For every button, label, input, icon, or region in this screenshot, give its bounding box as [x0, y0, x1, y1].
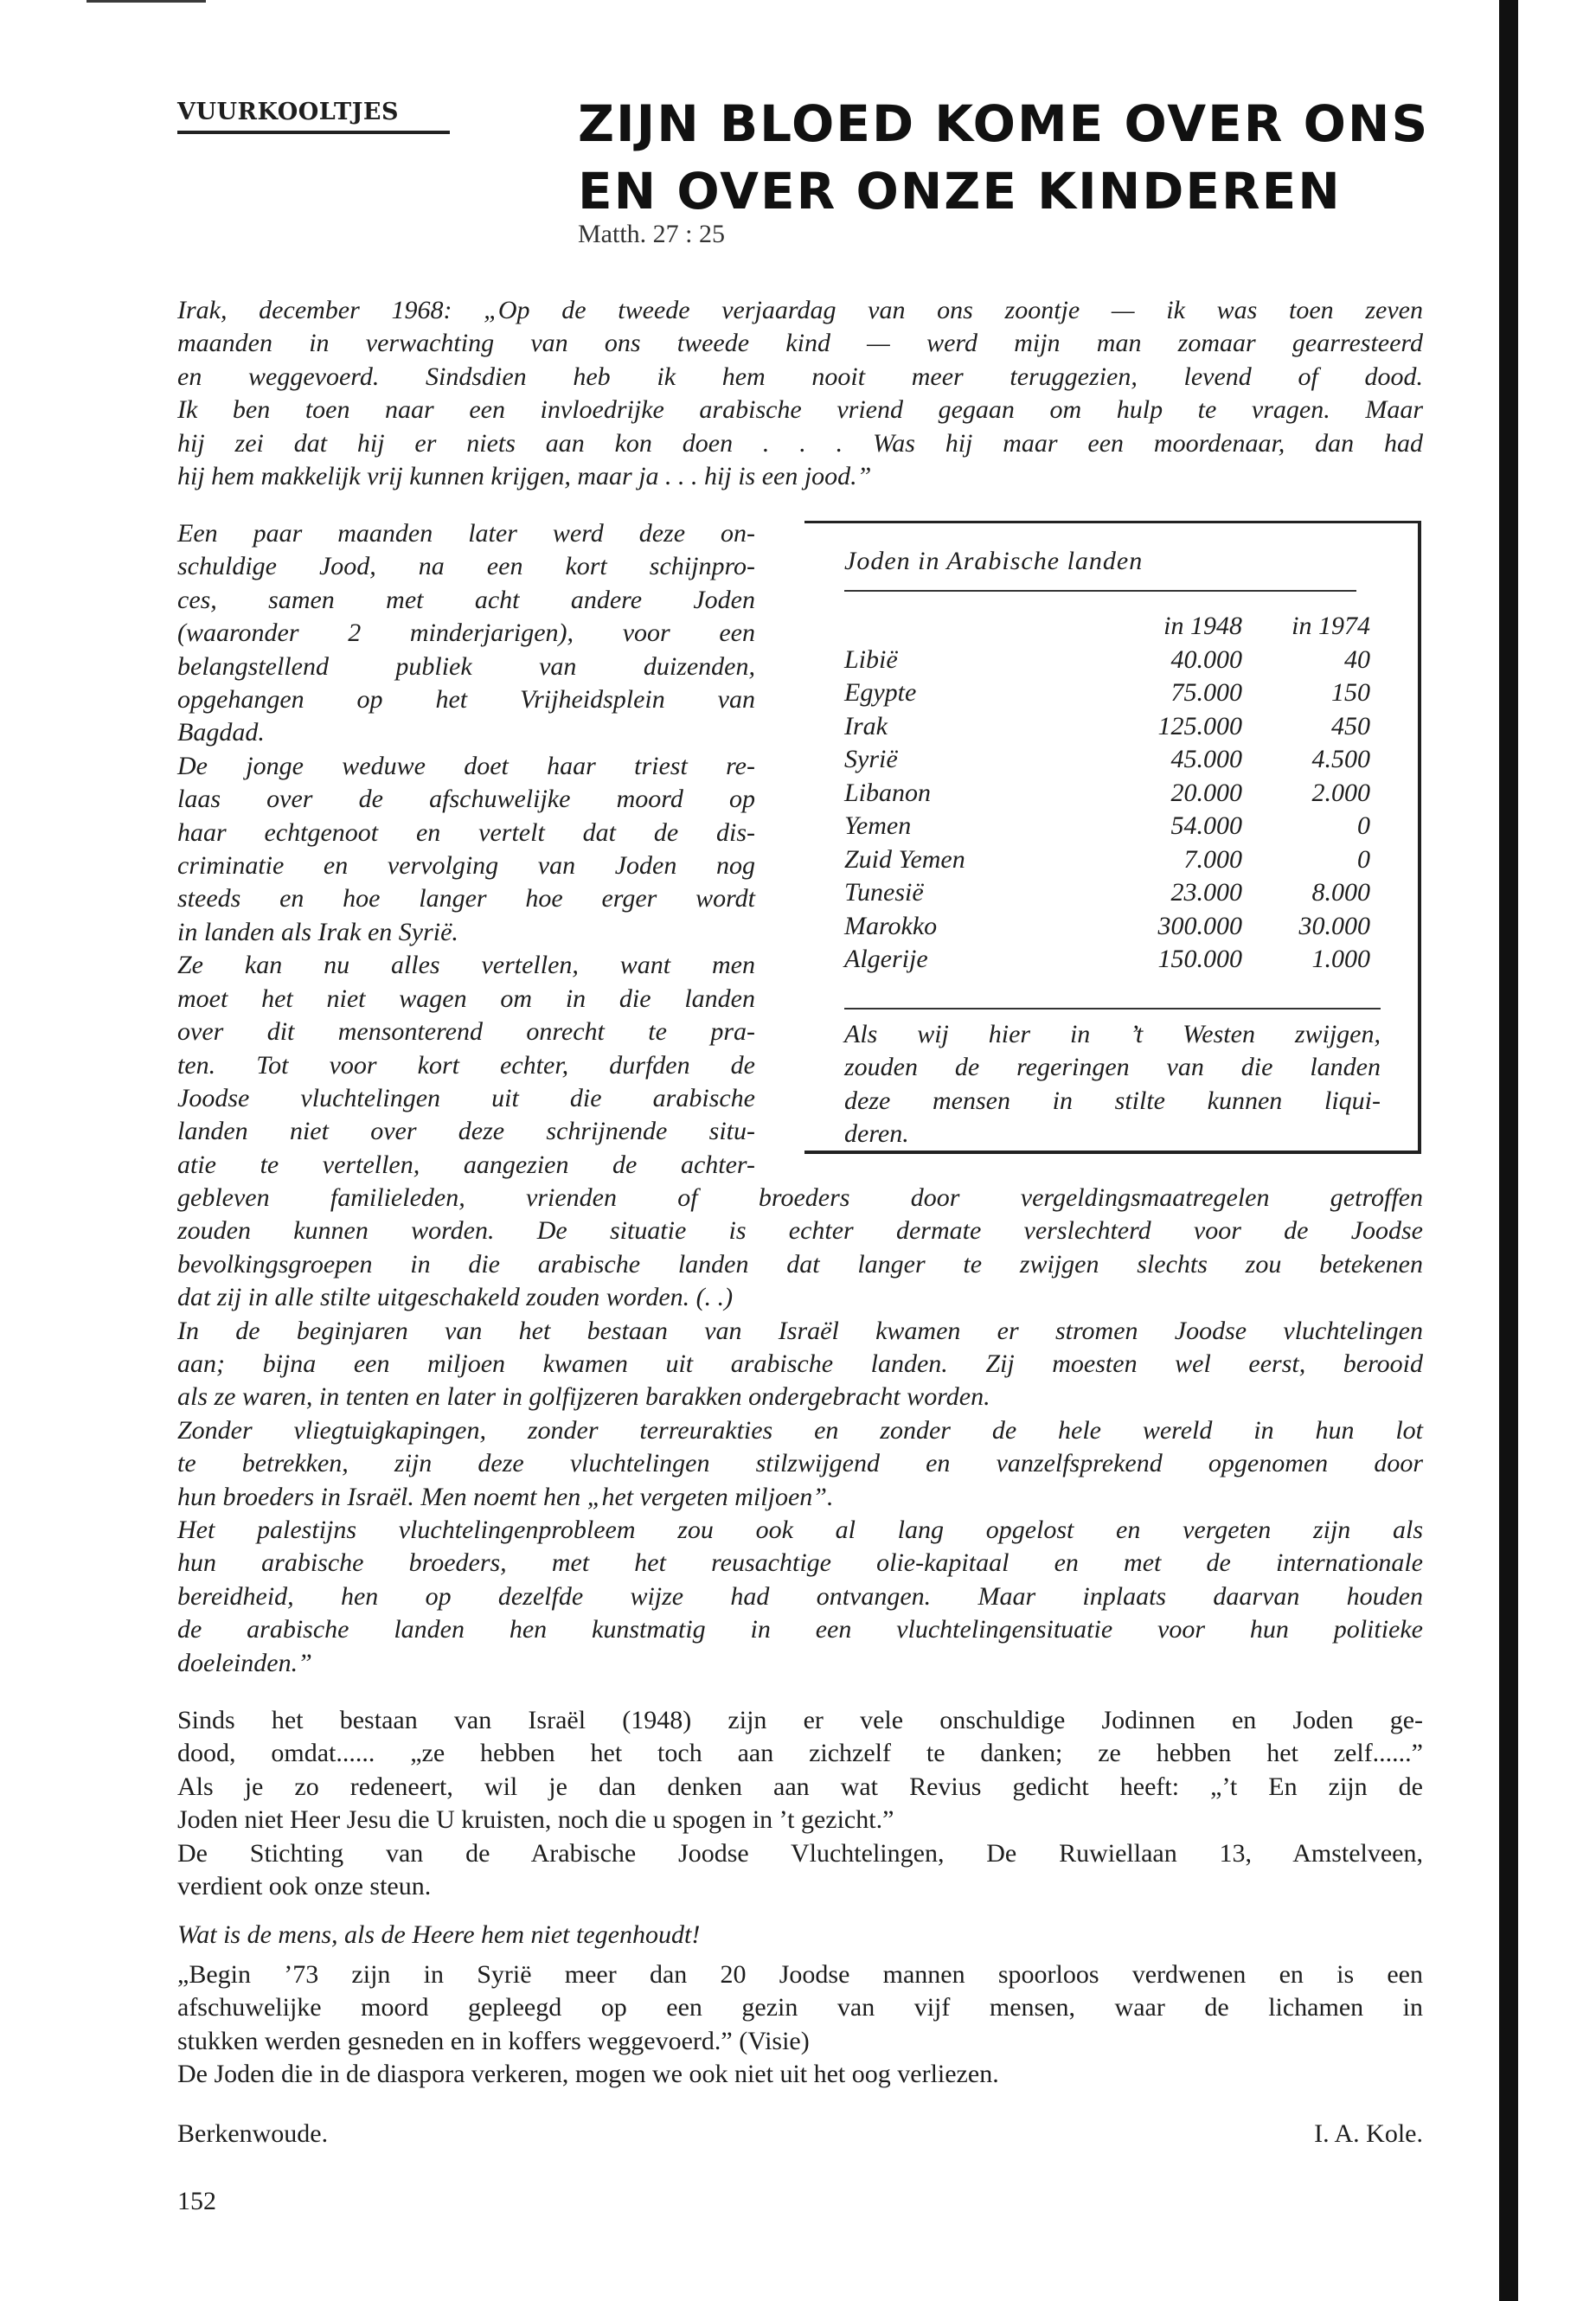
table-row: [844, 743, 1370, 777]
text-line: steeds en hoe langer hoe erger wordt: [177, 884, 755, 913]
text-line: als ze waren, in tenten en later in golfijzeren barakken ondergebracht worden.: [177, 1382, 990, 1412]
value-1948-cell: 45.000: [1170, 745, 1242, 774]
text-line: (waaronder 2 minderjarigen), voor een: [177, 619, 755, 648]
value-1948-cell: 300.000: [1157, 911, 1242, 940]
text-line: de arabische landen hen kunstmatig in een vluchtelingensituatie voor hun politieke: [177, 1615, 1423, 1644]
text-line: Het palestijns vluchtelingenprobleem zou ook al lang opgelost en vergeten zijn als: [177, 1516, 1423, 1545]
text-line: dat zij in alle stilte uitgeschakeld zouden worden. (. .): [177, 1283, 734, 1312]
column-header-1974: in 1974: [1292, 612, 1370, 641]
left-column-text: [177, 517, 755, 1182]
text-line: Als wij hier in ’t Westen zwijgen,: [844, 1020, 1381, 1048]
table-row: [844, 843, 1370, 877]
text-line: stukken werden gesneden en in koffers weggevoerd.” (Visie): [177, 2026, 810, 2055]
text-line: over dit mensonterend onrecht te pra-: [177, 1017, 755, 1047]
text-line: Ze kan nu alles vertellen, want men: [177, 951, 755, 980]
text-line: deren.: [844, 1119, 909, 1149]
text-line: schuldige Jood, na een kort schijnpro-: [177, 552, 755, 581]
country-cell: Libanon: [844, 778, 932, 807]
article-title: [578, 90, 1452, 225]
text-line: Ik ben toen naar een invloedrijke arabische vriend gegaan om hulp te vragen. Maar: [177, 395, 1423, 425]
country-cell: Egypte: [844, 678, 917, 708]
text-line: bevolkingsgroepen in die arabische landen dat langer te zwijgen slechts zou betekenen: [177, 1249, 1423, 1279]
table-row: [844, 910, 1370, 944]
country-cell: Marokko: [844, 911, 938, 940]
text-line: doeleinden.”: [177, 1648, 312, 1677]
text-line: Joden niet Heer Jesu die U kruisten, noch die u spogen in ’t gezicht.”: [177, 1805, 894, 1835]
author-signature: I. A. Kole.: [1314, 2119, 1423, 2148]
text-line: Irak, december 1968: „Op de tweede verjaardag van ons zoontje — ik was toen zeven: [177, 296, 1423, 324]
text-line: De jonge weduwe doet haar triest re-: [177, 751, 755, 780]
value-1974-cell: 150: [1331, 678, 1370, 708]
text-line: hun arabische broeders, met het reusachtige olie-kapitaal en met de internationale: [177, 1548, 1423, 1578]
text-line: hun broeders in Israël. Men noemt hen „het vergeten miljoen”.: [177, 1482, 834, 1511]
text-line: Sinds het bestaan van Israël (1948) zijn er vele onschuldige Jodinnen en Joden ge-: [177, 1706, 1423, 1734]
title-line: ZIJN BLOED KOME OVER ONS: [578, 94, 1430, 153]
text-line: maanden in verwachting van ons tweede kind — werd mijn man zomaar gearresteerd: [177, 329, 1423, 358]
value-1974-cell: 8.000: [1311, 878, 1370, 907]
statistics-box: [804, 521, 1421, 1154]
column-header-1948: in 1948: [1163, 612, 1242, 641]
text-line: zouden kunnen worden. De situatie is echter dermate verslechterd voor de Joodse: [177, 1216, 1423, 1246]
text-line: hij zei dat hij er niets aan kon doen . . . Was hij maar een moordenaar, dan had: [177, 428, 1423, 458]
text-line: „Begin ’73 zijn in Syrië meer dan 20 Joodse mannen spoorloos verdwenen en is een: [177, 1960, 1423, 1989]
table-note: [844, 1008, 1381, 1151]
value-1948-cell: 125.000: [1157, 711, 1242, 740]
text-line: gebleven familieleden, vrienden of broeders door vergeldingsmaatregelen getroffen: [177, 1183, 1423, 1212]
value-1974-cell: 40: [1344, 644, 1370, 674]
intro-quote: [177, 294, 1423, 493]
text-line: landen niet over deze schrijnende situ-: [177, 1117, 755, 1146]
text-line: In de beginjaren van het bestaan van Israël kwamen er stromen Joodse vluchtelingen: [177, 1316, 1423, 1345]
text-line: criminatie en vervolging van Joden nog: [177, 851, 755, 881]
value-1948-cell: 75.000: [1170, 678, 1242, 708]
value-1974-cell: 2.000: [1311, 778, 1370, 807]
table-row: [844, 644, 1370, 677]
text-line: Een paar maanden later werd deze on-: [177, 519, 755, 548]
text-line: Als je zo redeneert, wil je dan denken aan wat Revius gedicht heeft: „’t En zijn de: [177, 1772, 1423, 1801]
text-line: in landen als Irak en Syrië.: [177, 917, 458, 946]
value-1974-cell: 0: [1357, 811, 1370, 841]
jews-population-table: [844, 610, 1370, 977]
text-line: Wat is de mens, als de Heere hem niet tegenhoudt!: [177, 1920, 701, 1949]
value-1948-cell: 40.000: [1170, 644, 1242, 674]
value-1948-cell: 7.000: [1183, 844, 1242, 874]
value-1948-cell: 23.000: [1170, 878, 1242, 907]
closing-paragraph-2: [177, 1958, 1423, 2092]
text-line: moet het niet wagen om in die landen: [177, 984, 755, 1013]
page-number: 152: [177, 2187, 216, 2215]
country-cell: Syrië: [844, 745, 898, 774]
text-line: atie te vertellen, aangezien de achter-: [177, 1150, 755, 1179]
section-label: VUURKOOLTJES: [177, 99, 450, 134]
text-line: te betrekken, zijn deze vluchtelingen stilzwijgend en vanzelfsprekend opgenomen door: [177, 1449, 1423, 1478]
text-line: Zonder vliegtuigkapingen, zonder terreurakties en zonder de hele wereld in hun lot: [177, 1415, 1423, 1445]
bible-reference: Matth. 27 : 25: [578, 220, 725, 248]
value-1948-cell: 54.000: [1170, 811, 1242, 841]
continuation-text: [177, 1182, 1423, 1680]
text-line: zouden de regeringen van die landen: [844, 1053, 1381, 1082]
table-row: [844, 676, 1370, 710]
text-line: De Joden die in de diaspora verkeren, mogen we ook niet uit het oog verliezen.: [177, 2060, 999, 2089]
closing-paragraph-1: [177, 1704, 1423, 1903]
text-line: belangstellend publiek van duizenden,: [177, 651, 755, 681]
country-cell: Libië: [844, 644, 898, 674]
text-line: De Stichting van de Arabische Joodse Vluchtelingen, De Ruwiellaan 13, Amstelveen,: [177, 1838, 1423, 1868]
value-1948-cell: 20.000: [1170, 778, 1242, 807]
country-cell: Irak: [844, 711, 888, 740]
table-header-row: [844, 610, 1370, 644]
country-cell: Algerije: [844, 945, 928, 974]
value-1974-cell: 1.000: [1311, 945, 1370, 974]
text-line: ces, samen met acht andere Joden: [177, 585, 755, 614]
table-row: [844, 777, 1370, 811]
text-line: Bagdad.: [177, 718, 265, 747]
text-line: hij hem makkelijk vrij kunnen krijgen, maar ja . . . hij is een jood.”: [177, 462, 872, 491]
text-line: laas over de afschuwelijke moord op: [177, 785, 755, 814]
text-line: verdient ook onze steun.: [177, 1872, 432, 1901]
text-line: opgehangen op het Vrijheidsplein van: [177, 685, 755, 715]
value-1974-cell: 0: [1357, 844, 1370, 874]
text-line: ten. Tot voor kort echter, durfden de: [177, 1050, 755, 1080]
country-cell: Zuid Yemen: [844, 844, 965, 874]
text-line: Joodse vluchtelingen uit die arabische: [177, 1083, 755, 1112]
table-title: Joden in Arabische landen: [844, 547, 1356, 592]
top-rule: [87, 0, 206, 3]
table-row: [844, 876, 1370, 910]
country-cell: Yemen: [844, 811, 912, 841]
table-row: [844, 810, 1370, 843]
text-line: haar echtgenoot en vertelt dat de dis-: [177, 817, 755, 847]
table-row: [844, 943, 1370, 977]
value-1948-cell: 150.000: [1157, 945, 1242, 974]
column-header-country: [844, 610, 1104, 644]
scan-edge: [1499, 0, 1518, 2301]
value-1974-cell: 450: [1331, 711, 1370, 740]
text-line: dood, omdat...... „ze hebben het toch aan zichzelf te danken; ze hebben het zelf......”: [177, 1739, 1423, 1768]
text-line: deze mensen in stilte kunnen liqui-: [844, 1086, 1381, 1115]
text-line: bereidheid, hen op dezelfde wijze had ontvangen. Maar inplaats daarvan houden: [177, 1581, 1423, 1611]
value-1974-cell: 4.500: [1311, 745, 1370, 774]
table-row: [844, 710, 1370, 744]
title-line: EN OVER ONZE KINDEREN: [578, 162, 1342, 221]
question-line: [177, 1919, 1423, 1952]
value-1974-cell: 30.000: [1298, 911, 1370, 940]
place-signature: Berkenwoude.: [177, 2119, 329, 2148]
text-line: aan; bijna een miljoen kwamen uit arabische landen. Zij moesten wel eerst, berooid: [177, 1349, 1423, 1379]
text-line: afschuwelijke moord gepleegd op een gezin van vijf mensen, waar de lichamen in: [177, 1993, 1423, 2022]
country-cell: Tunesië: [844, 878, 924, 907]
text-line: en weggevoerd. Sindsdien heb ik hem nooit meer teruggezien, levend of dood.: [177, 362, 1423, 391]
